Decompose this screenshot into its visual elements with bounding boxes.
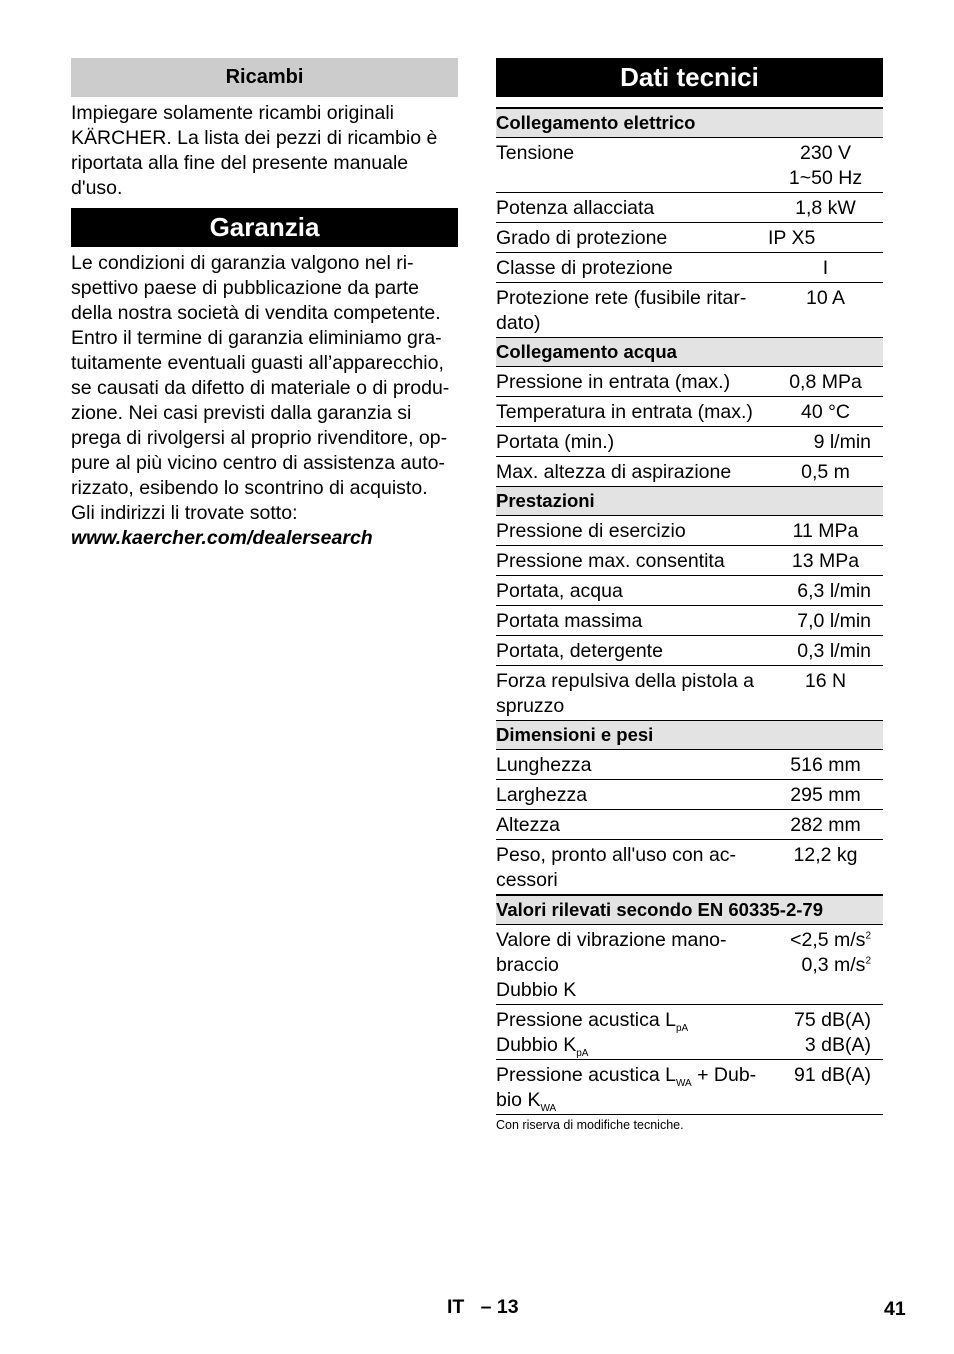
garanzia-line: della nostra società di vendita competente. [71, 302, 441, 324]
row-label: Temperatura in entrata (max.) [496, 397, 768, 427]
garanzia-line: Le condizioni di garanzia valgono nel ri- [71, 252, 414, 274]
row-label: Pressione in entrata (max.) [496, 367, 768, 397]
garanzia-heading: Garanzia [71, 208, 458, 247]
row-value: 9 l/min [768, 427, 883, 457]
garanzia-line: tuitamente eventuali guasti all’apparecchio, [71, 352, 444, 374]
ricambi-line: d'uso. [71, 177, 123, 199]
row-label-line: dato) [496, 312, 541, 334]
row-label-line: Peso, pronto all'uso con ac- [496, 844, 737, 866]
row-value-line: <2,5 m/s [790, 929, 866, 951]
row-label [496, 1005, 768, 1060]
ricambi-heading: Ricambi [71, 58, 458, 97]
row-label [496, 840, 768, 896]
row-value-line: 0,3 m/s [801, 954, 866, 976]
row-value: 295 mm [768, 780, 883, 810]
local-page-number: – 13 [480, 1296, 519, 1318]
row-value: 1,8 kW [768, 193, 883, 223]
table-row [496, 1060, 883, 1115]
table-row [496, 427, 883, 457]
table-row [496, 840, 883, 896]
table-row [496, 810, 883, 840]
row-label-line: spruzzo [496, 695, 565, 717]
ricambi-line: KÄRCHER. La lista dei pezzi di ricambio è [71, 127, 438, 149]
ricambi-line: Impiegare solamente ricambi originali [71, 102, 394, 124]
section-header [496, 487, 883, 516]
table-row [496, 457, 883, 487]
row-label-line: Protezione rete (fusibile ritar- [496, 287, 747, 309]
section-header [496, 108, 883, 138]
table-row [496, 138, 883, 193]
row-label: Portata, detergente [496, 636, 768, 666]
row-value: 0,3 l/min [768, 636, 883, 666]
table-row [496, 223, 883, 253]
row-label: Larghezza [496, 780, 768, 810]
section-title: Dimensioni e pesi [496, 721, 883, 750]
table-row [496, 636, 883, 666]
table-row [496, 606, 883, 636]
ricambi-paragraph [71, 101, 458, 201]
row-label: Portata massima [496, 606, 768, 636]
row-value: 16 N [768, 666, 883, 721]
superscript: 2 [865, 955, 871, 967]
row-value [768, 925, 883, 1005]
row-label: Portata (min.) [496, 427, 768, 457]
page-number: 41 [884, 1298, 906, 1320]
section-title: Prestazioni [496, 487, 883, 516]
row-label: Portata, acqua [496, 576, 768, 606]
table-row [496, 576, 883, 606]
section-header [496, 338, 883, 367]
garanzia-paragraph [71, 251, 458, 551]
row-label: Classe di protezione [496, 253, 768, 283]
row-value-line: 230 V [800, 142, 851, 164]
row-label-line: cessori [496, 869, 558, 891]
section-title: Collegamento elettrico [496, 108, 883, 138]
row-value: 11 MPa [768, 516, 883, 546]
specs-table [496, 107, 883, 1115]
row-value: 6,3 l/min [768, 576, 883, 606]
garanzia-line: zione. Nei casi previsti dalla garanzia si [71, 402, 412, 424]
subscript: WA [540, 1102, 557, 1114]
garanzia-line: se causati da difetto di materiale o di produ- [71, 377, 450, 399]
row-label: Pressione max. consentita [496, 546, 768, 576]
row-label [496, 925, 768, 1005]
row-label [496, 1060, 768, 1115]
row-value: 0,8 MPa [768, 367, 883, 397]
row-value-line: 3 dB(A) [804, 1034, 871, 1056]
table-row [496, 253, 883, 283]
row-label-line: Dubbio K [496, 1034, 577, 1056]
row-value [768, 1005, 883, 1060]
row-label: Pressione di esercizio [496, 516, 768, 546]
section-header [496, 895, 883, 925]
garanzia-line: prega di rivolgersi al proprio rivenditore, op- [71, 427, 448, 449]
row-value-line: 75 dB(A) [794, 1009, 871, 1031]
row-label-line: Dubbio K [496, 979, 577, 1001]
row-label-line: bio K [496, 1089, 541, 1111]
row-value: 10 A [768, 283, 883, 338]
row-label-line: Valore di vibrazione mano- [496, 929, 727, 951]
row-label-line: Forza repulsiva della pistola a [496, 670, 754, 692]
table-row [496, 283, 883, 338]
table-row [496, 516, 883, 546]
row-label: Tensione [496, 138, 768, 193]
row-label: Lunghezza [496, 750, 768, 780]
row-value-line: 1~50 Hz [788, 167, 863, 189]
row-value: IP X5 [768, 223, 883, 253]
row-value: 7,0 l/min [768, 606, 883, 636]
garanzia-line: Entro il termine di garanzia eliminiamo gra- [71, 327, 442, 349]
footnote: Con riserva di modifiche tecniche. [496, 1118, 684, 1132]
row-value: 12,2 kg [768, 840, 883, 896]
page-footer-local [447, 1296, 519, 1319]
dealer-search-link[interactable]: www.kaercher.com/dealersearch [71, 527, 373, 549]
garanzia-line: rizzato, esibendo lo scontrino di acquisto. [71, 477, 428, 499]
row-label [496, 283, 768, 338]
row-label: Max. altezza di aspirazione [496, 457, 768, 487]
left-column [71, 58, 458, 551]
section-title: Valori rilevati secondo EN 60335-2-79 [496, 895, 883, 925]
superscript: 2 [865, 930, 871, 942]
row-value [768, 138, 883, 193]
garanzia-line: Gli indirizzi li trovate sotto: [71, 502, 298, 524]
table-row [496, 666, 883, 721]
table-row [496, 546, 883, 576]
table-row [496, 750, 883, 780]
subscript: WA [675, 1077, 692, 1089]
row-value: 516 mm [768, 750, 883, 780]
table-row [496, 780, 883, 810]
row-label: Potenza allacciata [496, 193, 768, 223]
language-code: IT [447, 1296, 465, 1318]
subscript: pA [675, 1022, 689, 1034]
dati-tecnici-heading: Dati tecnici [496, 58, 883, 97]
table-row [496, 193, 883, 223]
section-title: Collegamento acqua [496, 338, 883, 367]
row-value: 91 dB(A) [768, 1060, 883, 1115]
subscript: pA [576, 1047, 589, 1059]
row-label: Altezza [496, 810, 768, 840]
row-label [496, 666, 768, 721]
garanzia-line: spettivo paese di pubblicazione da parte [71, 277, 419, 299]
row-value: 0,5 m [768, 457, 883, 487]
table-row [496, 367, 883, 397]
row-value: I [768, 253, 883, 283]
ricambi-line: riportata alla fine del presente manuale [71, 152, 409, 174]
table-row [496, 397, 883, 427]
row-value: 282 mm [768, 810, 883, 840]
table-row [496, 1005, 883, 1060]
right-column [496, 58, 883, 1132]
section-header [496, 721, 883, 750]
table-row [496, 925, 883, 1005]
row-label-line: Pressione acustica L [496, 1064, 676, 1086]
garanzia-line: pure al più vicino centro di assistenza auto- [71, 452, 445, 474]
row-label-line: Pressione acustica L [496, 1009, 676, 1031]
row-label-line: + Dub- [691, 1064, 757, 1086]
row-label-line: braccio [496, 954, 559, 976]
row-value: 13 MPa [768, 546, 883, 576]
row-value: 40 °C [768, 397, 883, 427]
row-label: Grado di protezione [496, 223, 768, 253]
